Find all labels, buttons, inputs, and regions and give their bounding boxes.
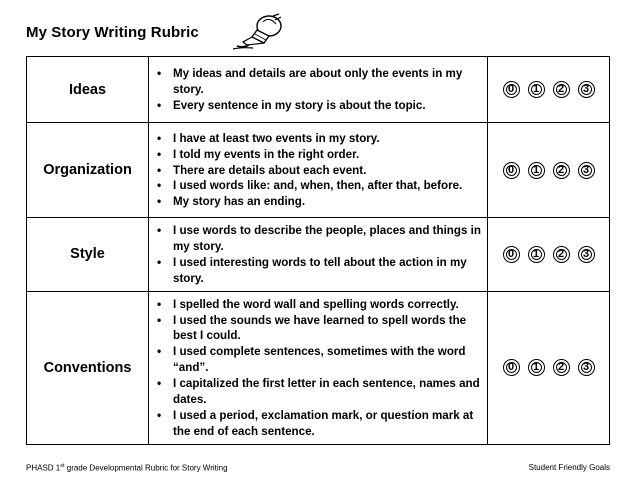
criteria-item: • I used the sounds we have learned to spell words the best I could. bbox=[155, 313, 481, 345]
criteria-cell bbox=[149, 218, 488, 292]
criteria-item: • I use words to describe the people, places and things in my story. bbox=[155, 223, 481, 255]
category-label: Ideas bbox=[27, 57, 149, 123]
criteria-item: • I used interesting words to tell about the action in my story. bbox=[155, 255, 481, 287]
score-options bbox=[488, 162, 609, 179]
score-cell bbox=[488, 123, 610, 218]
score-option-0[interactable]: 0 bbox=[503, 162, 520, 179]
pencil-icon bbox=[229, 12, 285, 52]
category-label: Conventions bbox=[27, 291, 149, 444]
score-option-0[interactable]: 0 bbox=[503, 81, 520, 98]
score-option-1[interactable]: 1 bbox=[528, 162, 545, 179]
score-option-3[interactable]: 3 bbox=[578, 162, 595, 179]
criteria-item: • I used complete sentences, sometimes with the word “and”. bbox=[155, 344, 481, 376]
criteria-list bbox=[155, 131, 481, 211]
score-option-3[interactable]: 3 bbox=[578, 359, 595, 376]
footer-right: Student Friendly Goals bbox=[528, 463, 610, 472]
score-option-2[interactable]: 2 bbox=[553, 162, 570, 179]
category-label: Style bbox=[27, 218, 149, 292]
rubric-row-organization bbox=[27, 123, 610, 218]
criteria-cell bbox=[149, 123, 488, 218]
score-option-1[interactable]: 1 bbox=[528, 359, 545, 376]
rubric-row-ideas bbox=[27, 57, 610, 123]
score-options bbox=[488, 81, 609, 98]
criteria-item: • My ideas and details are about only the events in my story. bbox=[155, 66, 481, 98]
score-option-3[interactable]: 3 bbox=[578, 81, 595, 98]
footer bbox=[26, 463, 610, 473]
rubric-row-conventions bbox=[27, 291, 610, 444]
criteria-item: • I capitalized the first letter in each sentence, names and dates. bbox=[155, 376, 481, 408]
score-option-0[interactable]: 0 bbox=[503, 246, 520, 263]
footer-left: PHASD 1st grade Developmental Rubric for Story Writing bbox=[26, 463, 228, 473]
score-option-1[interactable]: 1 bbox=[528, 81, 545, 98]
criteria-list bbox=[155, 66, 481, 114]
criteria-item: • I have at least two events in my story. bbox=[155, 131, 481, 147]
rubric-table bbox=[26, 56, 610, 445]
page-title: My Story Writing Rubric bbox=[26, 24, 199, 41]
criteria-item: • I spelled the word wall and spelling words correctly. bbox=[155, 297, 481, 313]
criteria-cell bbox=[149, 57, 488, 123]
score-option-0[interactable]: 0 bbox=[503, 359, 520, 376]
score-option-2[interactable]: 2 bbox=[553, 359, 570, 376]
score-option-2[interactable]: 2 bbox=[553, 246, 570, 263]
criteria-item: • I used words like: and, when, then, after that, before. bbox=[155, 178, 481, 194]
criteria-cell bbox=[149, 291, 488, 444]
score-option-1[interactable]: 1 bbox=[528, 246, 545, 263]
criteria-item: • I told my events in the right order. bbox=[155, 147, 481, 163]
rubric-row-style bbox=[27, 218, 610, 292]
criteria-item: • My story has an ending. bbox=[155, 194, 481, 210]
score-options bbox=[488, 359, 609, 376]
score-cell bbox=[488, 57, 610, 123]
criteria-list bbox=[155, 223, 481, 287]
criteria-item: • There are details about each event. bbox=[155, 163, 481, 179]
score-options bbox=[488, 246, 609, 263]
criteria-item: • Every sentence in my story is about the topic. bbox=[155, 98, 481, 114]
score-cell bbox=[488, 218, 610, 292]
score-option-2[interactable]: 2 bbox=[553, 81, 570, 98]
score-option-3[interactable]: 3 bbox=[578, 246, 595, 263]
category-label: Organization bbox=[27, 123, 149, 218]
criteria-list bbox=[155, 297, 481, 440]
score-cell bbox=[488, 291, 610, 444]
criteria-item: • I used a period, exclamation mark, or question mark at the end of each sentence. bbox=[155, 408, 481, 440]
